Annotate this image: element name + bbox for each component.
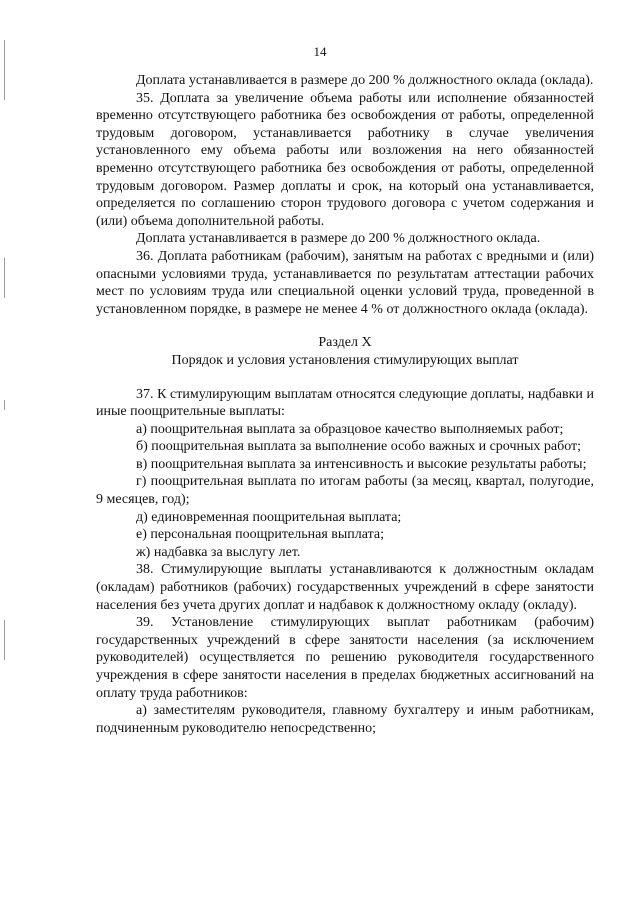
list-item: ж) надбавка за выслугу лет.: [136, 544, 301, 560]
list-item: б) поощрительная выплата за выполнение особо важных и срочных работ;: [136, 439, 582, 455]
paragraph: 35. Доплата за увеличение объема работы или исполнение обязанностей временно отсутствующего работника без освобождения от работы, определенной трудовым договором, устанавливается работнику в случае увеличения установленного ему объема работы или возложения на него обязанностей временно отсутствующего работника без освобождения от работы, определенной трудовым договором. Размер доплаты и срок, на который она устанавливается, определяется по соглашению сторон трудового договора с учетом содержания и (или) объема дополнительной работы.: [96, 90, 594, 229]
scan-mark: [4, 400, 5, 410]
paragraph: 39. Установление стимулирующих выплат работникам (рабочим) государственных учреждений в сфере занятости населения (за исключением руководителей) осуществляется по решению руководителя государственного учреждения в сфере занятости населения в пределах бюджетных ассигнований на оплату труда работников:: [96, 615, 594, 701]
list-item: е) персональная поощрительная выплата;: [136, 527, 384, 543]
list-item: в) поощрительная выплата за интенсивность и высокие результаты работы;: [136, 456, 587, 472]
list-item: а) заместителям руководителя, главному бухгалтеру и иным работникам, подчиненным руководителю непосредственно;: [96, 703, 594, 736]
paragraph: Доплата устанавливается в размере до 200 % должностного оклада (оклада).: [136, 73, 594, 88]
page-number: 14: [313, 44, 327, 59]
paragraph: 37. К стимулирующим выплатам относятся следующие доплаты, надбавки и иные поощрительные выплаты:: [96, 386, 594, 420]
section-heading: Раздел X: [318, 335, 372, 351]
section-title: Порядок и условия установления стимулирующих выплат: [171, 352, 519, 368]
list-item: д) единовременная поощрительная выплата;: [136, 509, 402, 525]
list-item: а) поощрительная выплата за образцовое качество выполняемых работ;: [136, 421, 564, 437]
paragraph: Доплата устанавливается в размере до 200 % должностного оклада.: [136, 231, 541, 247]
scan-mark: [4, 258, 5, 298]
scan-mark: [4, 620, 5, 660]
document-body: [96, 72, 594, 737]
paragraph: 38. Стимулирующие выплаты устанавливаются к должностным окладам (окладам) работников (рабочих) государственных учреждений в сфере занятости населения без учета других доплат и надбавок к должностному окладу (окладу).: [96, 562, 594, 613]
list-item: г) поощрительная выплата по итогам работы (за месяц, квартал, полугодие, 9 месяцев, год);: [96, 474, 594, 508]
paragraph: 36. Доплата работникам (рабочим), занятым на работах с вредными и (или) опасными условиями труда, устанавливается по результатам аттестации рабочих мест по условиям труда или специальной оценки условий труда, проведенной в установленном порядке, в размере не менее 4 % от должностного оклада (оклада).: [96, 248, 594, 317]
